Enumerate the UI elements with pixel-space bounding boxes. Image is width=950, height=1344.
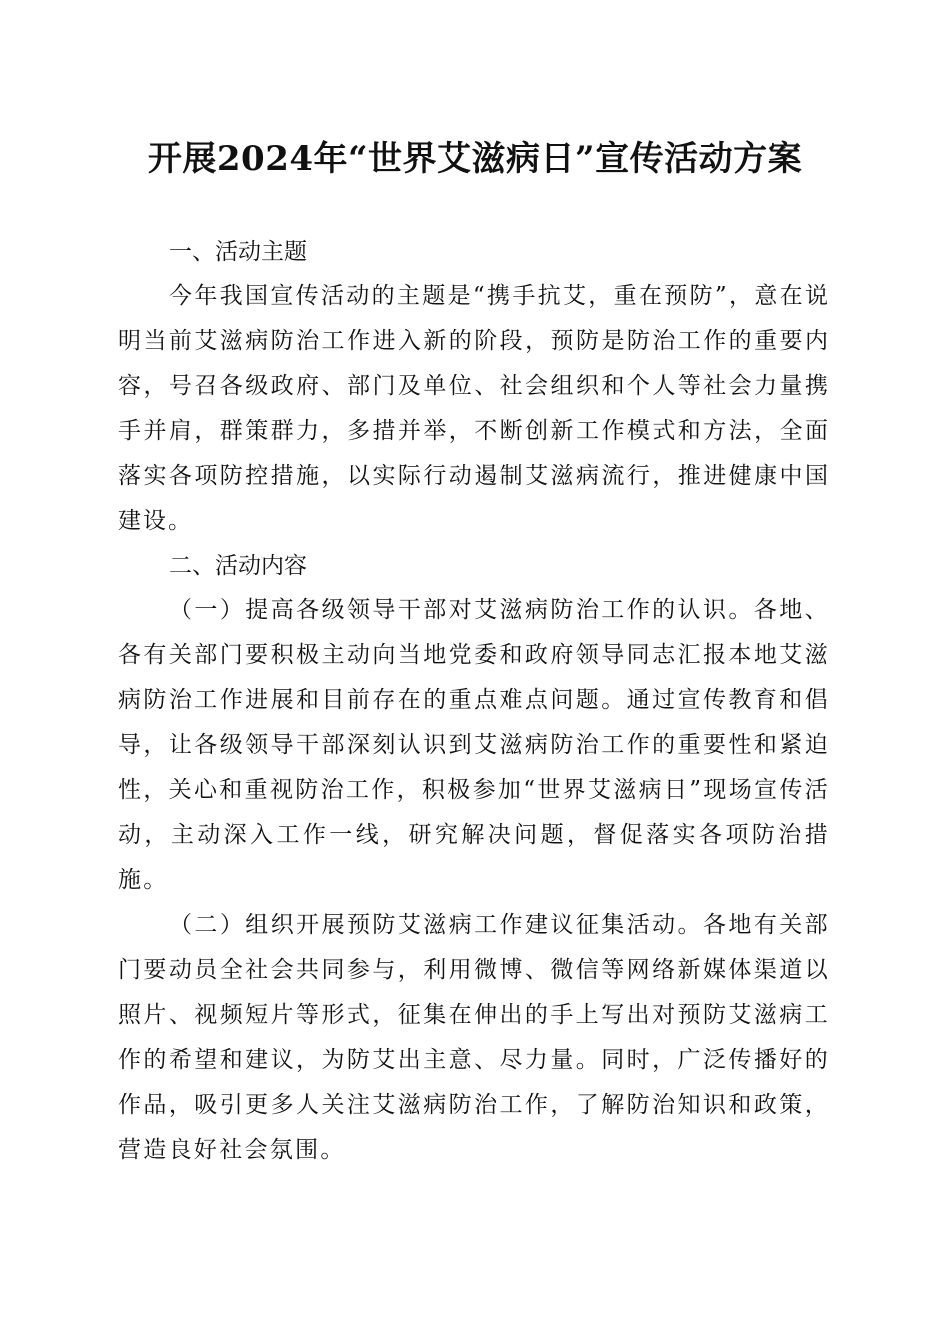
document-title: 开展2024年“世界艾滋病日”宣传活动方案 <box>147 139 803 179</box>
body-paragraph: （一）提高各级领导干部对艾滋病防治工作的认识。各地、各有关部门要积极主动向当地党委和政府领导同志汇报本地艾滋病防治工作进展和目前存在的重点难点问题。通过宣传教育和倡导，让各级领导干部深刻认识到艾滋病防治工作的重要性和紧迫性，关心和重视防治工作，积极参加“世界艾滋病日”现场宣传活动，主动深入工作一线，研究解决问题，督促落实各项防治措施。 <box>118 597 830 893</box>
body-paragraph: （二）组织开展预防艾滋病工作建议征集活动。各地有关部门要动员全社会共同参与，利用微博、微信等网络新媒体渠道以照片、视频短片等形式，征集在伸出的手上写出对预防艾滋病工作的希望和建议，为防艾出主意、尽力量。同时，广泛传播好的作品，吸引更多人关注艾滋病防治工作，了解防治知识和政策，营造良好社会氛围。 <box>118 912 830 1163</box>
body-paragraph: 今年我国宣传活动的主题是“携手抗艾，重在预防”，意在说明当前艾滋病防治工作进入新的阶段，预防是防治工作的重要内容，号召各级政府、部门及单位、社会组织和个人等社会力量携手并肩，群策群力，多措并举，不断创新工作模式和方法，全面落实各项防控措施，以实际行动遏制艾滋病流行，推进健康中国建设。 <box>118 283 830 534</box>
section-heading: 二、活动内容 <box>169 553 307 579</box>
section-heading: 一、活动主题 <box>169 239 307 265</box>
section-activity-theme <box>118 230 830 544</box>
document-body <box>118 230 830 1173</box>
section-activity-content <box>118 544 830 1173</box>
